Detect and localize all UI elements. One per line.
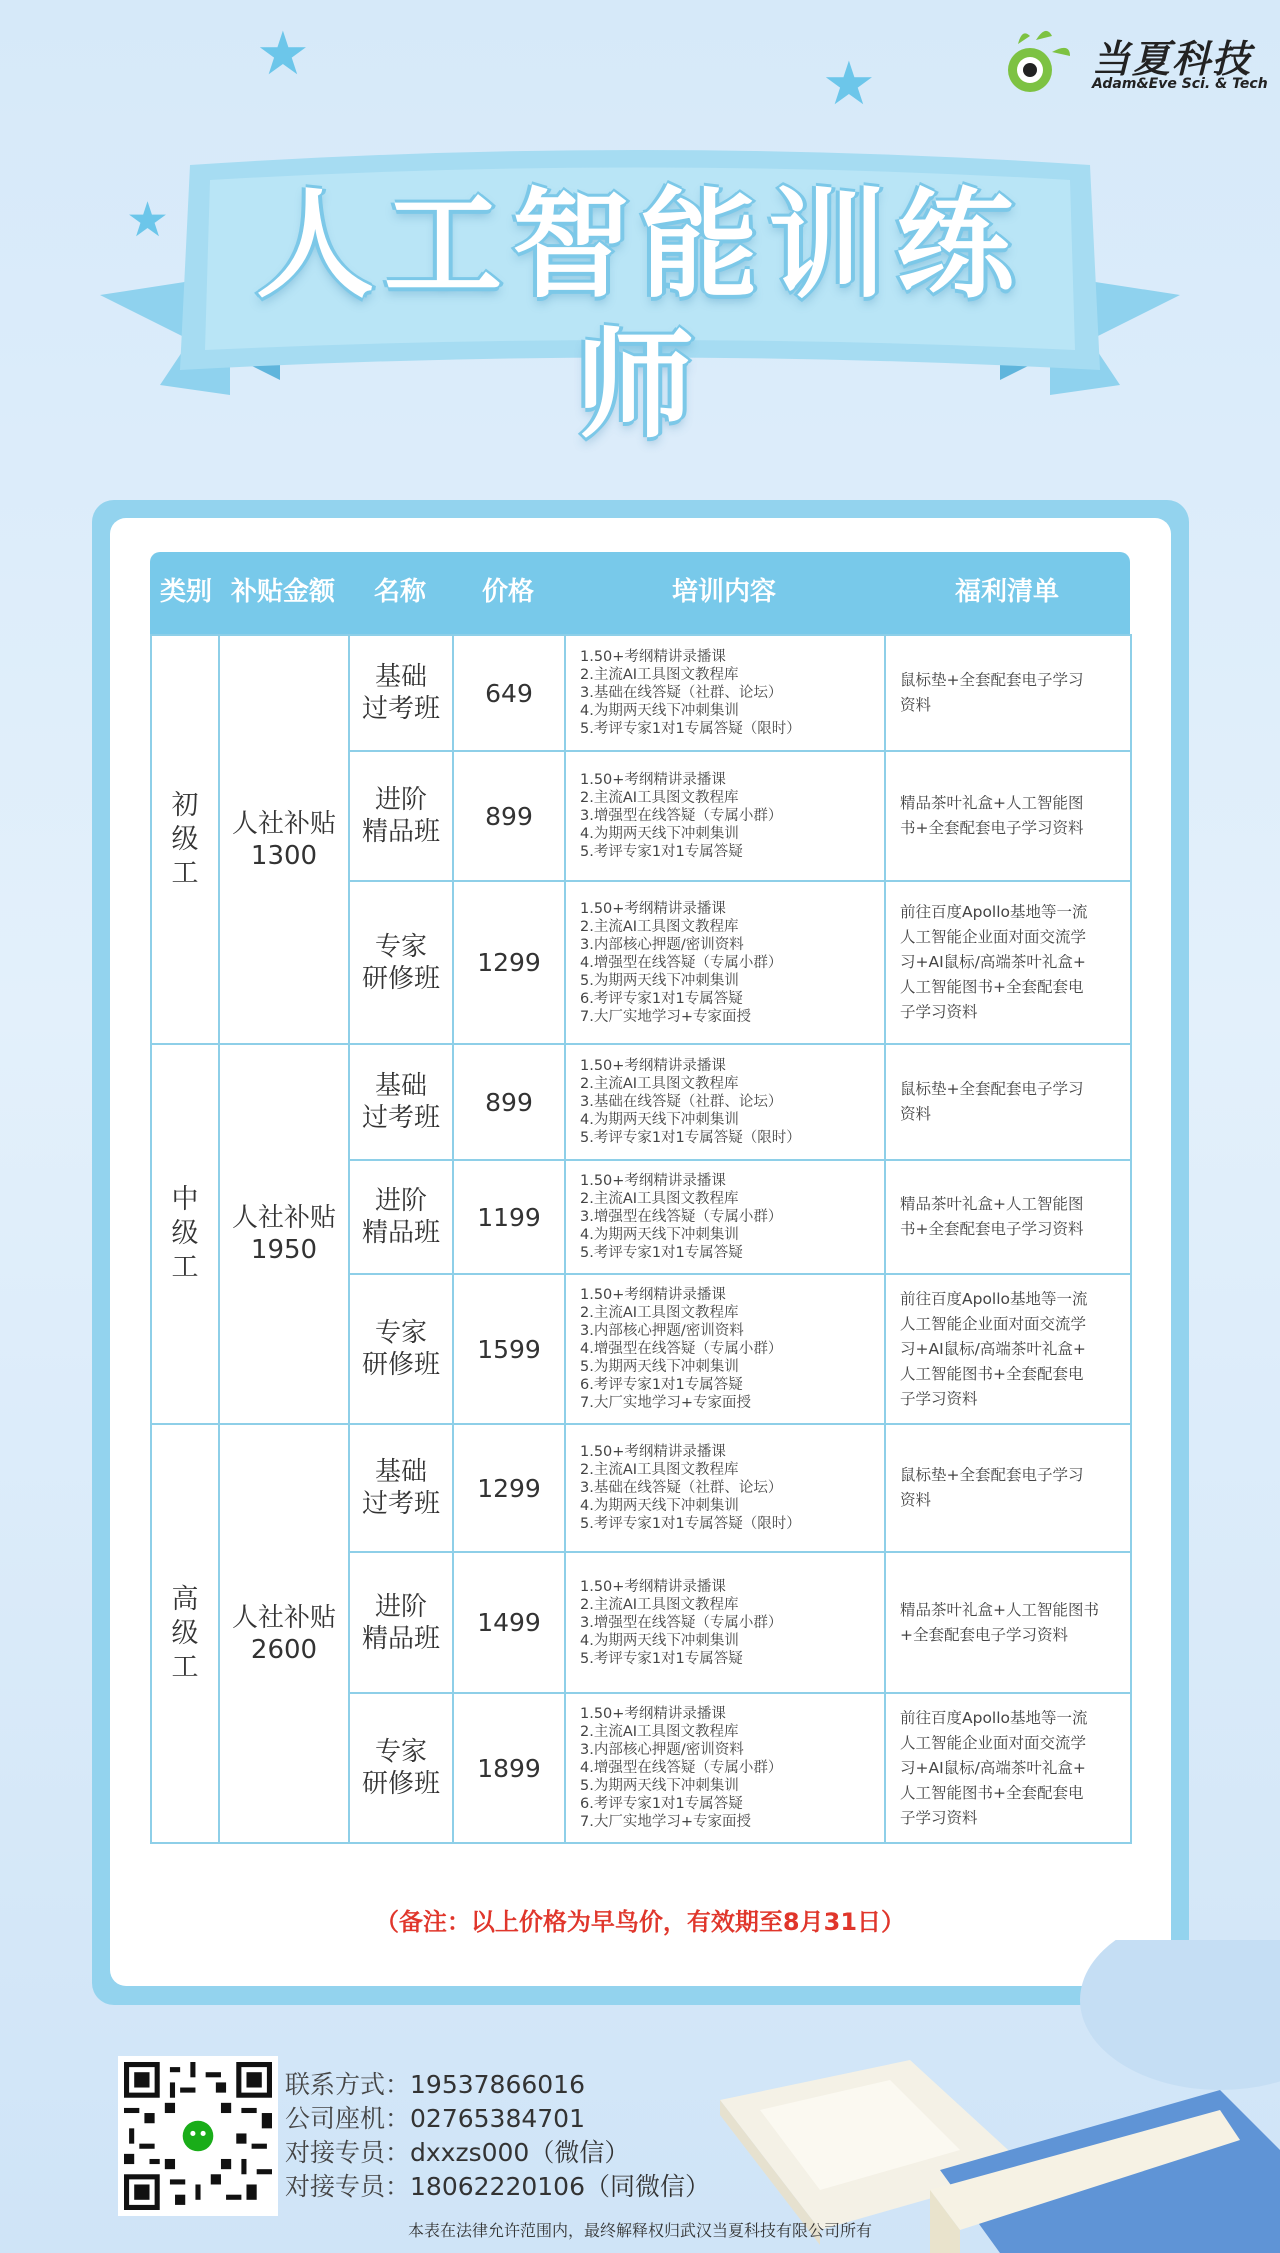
content-item: 1.50+考纲精讲录播课 bbox=[580, 900, 726, 917]
content-item: 3.内部核心押题/密训资料 bbox=[580, 936, 744, 953]
content-item: 3.基础在线答疑（社群、论坛） bbox=[580, 685, 783, 701]
content-item: 5.考评专家1对1专属答疑 bbox=[580, 844, 743, 860]
content-item: 4.为期两天线下冲刺集训 bbox=[580, 1227, 739, 1243]
content-item: 5.考评专家1对1专属答疑 bbox=[580, 1245, 743, 1261]
content-item: 2.主流AI工具图文教程库 bbox=[580, 1462, 739, 1478]
content-item: 5.为期两天线下冲刺集训 bbox=[580, 1778, 739, 1794]
training-content-cell bbox=[565, 1160, 885, 1274]
contact-landline: 公司座机：02765384701 bbox=[285, 2104, 585, 2133]
content-item: 5.为期两天线下冲刺集训 bbox=[580, 1359, 739, 1375]
course-name-cell: 基础 过考班 bbox=[349, 1424, 453, 1552]
content-item: 1.50+考纲精讲录播课 bbox=[580, 649, 726, 665]
price-cell: 1899 bbox=[453, 1693, 565, 1843]
content-item: 6.考评专家1对1专属答疑 bbox=[580, 1377, 743, 1393]
contact-mobile: 对接专员：18062220106（同微信） bbox=[285, 2172, 710, 2201]
content-item: 7.大厂实地学习+专家面授 bbox=[580, 1814, 751, 1830]
content-item: 7.大厂实地学习+专家面授 bbox=[580, 1008, 751, 1025]
content-item: 2.主流AI工具图文教程库 bbox=[580, 790, 739, 806]
content-item: 3.增强型在线答疑（专属小群） bbox=[580, 1209, 783, 1225]
content-item: 3.基础在线答疑（社群、论坛） bbox=[580, 1480, 783, 1496]
table-row bbox=[151, 1044, 1131, 1160]
category-cell: 中级工 bbox=[151, 1044, 219, 1424]
content-item: 3.基础在线答疑（社群、论坛） bbox=[580, 1094, 783, 1110]
content-item: 1.50+考纲精讲录播课 bbox=[580, 1058, 726, 1074]
content-item: 1.50+考纲精讲录播课 bbox=[580, 1706, 726, 1722]
price-cell: 1599 bbox=[453, 1274, 565, 1424]
course-name-cell: 专家 研修班 bbox=[349, 1274, 453, 1424]
content-item: 3.增强型在线答疑（专属小群） bbox=[580, 1614, 783, 1631]
training-content-cell bbox=[565, 1424, 885, 1552]
content-item: 2.主流AI工具图文教程库 bbox=[580, 918, 739, 935]
training-content-cell bbox=[565, 1693, 885, 1843]
course-name-cell: 专家 研修班 bbox=[349, 881, 453, 1044]
header-price: 价格 bbox=[481, 577, 534, 607]
course-name-cell: 进阶 精品班 bbox=[349, 751, 453, 881]
brand-name: 当夏科技 bbox=[1092, 37, 1253, 81]
content-item: 4.为期两天线下冲刺集训 bbox=[580, 1632, 739, 1649]
subsidy-amount: 1950 bbox=[250, 1235, 318, 1265]
early-bird-note: （备注：以上价格为早鸟价，有效期至8月31日） bbox=[374, 1908, 906, 1936]
welfare-cell: 精品茶叶礼盒+人工智能图 书+全套配套电子学习资料 bbox=[885, 1160, 1131, 1274]
header-category: 类别 bbox=[159, 577, 212, 607]
content-item: 5.考评专家1对1专属答疑（限时） bbox=[580, 1130, 801, 1146]
brand-logo bbox=[1000, 22, 1268, 102]
content-item: 3.增强型在线答疑（专属小群） bbox=[580, 808, 783, 824]
welfare-cell: 鼠标垫+全套配套电子学习 资料 bbox=[885, 635, 1131, 751]
header-name: 名称 bbox=[373, 577, 426, 607]
table-row bbox=[151, 635, 1131, 751]
content-item: 7.大厂实地学习+专家面授 bbox=[580, 1395, 751, 1411]
welfare-cell: 鼠标垫+全套配套电子学习 资料 bbox=[885, 1424, 1131, 1552]
content-item: 4.为期两天线下冲刺集训 bbox=[580, 1112, 739, 1128]
books-illustration bbox=[700, 1940, 1280, 2253]
subsidy-label: 人社补贴 bbox=[231, 1602, 336, 1633]
content-item: 5.考评专家1对1专属答疑（限时） bbox=[580, 1516, 801, 1532]
content-item: 2.主流AI工具图文教程库 bbox=[580, 1191, 739, 1207]
content-item: 1.50+考纲精讲录播课 bbox=[580, 1578, 726, 1595]
content-item: 5.考评专家1对1专属答疑（限时） bbox=[580, 721, 801, 737]
content-item: 3.内部核心押题/密训资料 bbox=[580, 1323, 744, 1339]
star-icon: ★ bbox=[126, 192, 170, 248]
table-row bbox=[151, 1424, 1131, 1552]
course-name-cell: 进阶 精品班 bbox=[349, 1552, 453, 1693]
content-item: 4.增强型在线答疑（专属小群） bbox=[580, 1341, 783, 1357]
price-cell: 649 bbox=[453, 635, 565, 751]
price-cell: 899 bbox=[453, 1044, 565, 1160]
content-item: 4.增强型在线答疑（专属小群） bbox=[580, 954, 783, 971]
header-content: 培训内容 bbox=[671, 577, 776, 607]
training-content-cell bbox=[565, 1552, 885, 1693]
price-cell: 899 bbox=[453, 751, 565, 881]
welfare-cell: 精品茶叶礼盒+人工智能图 书+全套配套电子学习资料 bbox=[885, 751, 1131, 881]
page-title: 人工智能训练师 bbox=[255, 176, 1024, 454]
contact-wechat: 对接专员：dxxzs000（微信） bbox=[285, 2138, 630, 2167]
training-content-cell bbox=[565, 1044, 885, 1160]
content-item: 6.考评专家1对1专属答疑 bbox=[580, 990, 743, 1007]
content-item: 5.为期两天线下冲刺集训 bbox=[580, 972, 739, 989]
training-content-cell bbox=[565, 751, 885, 881]
course-name-cell: 基础 过考班 bbox=[349, 635, 453, 751]
training-content-cell bbox=[565, 1274, 885, 1424]
welfare-cell: 鼠标垫+全套配套电子学习 资料 bbox=[885, 1044, 1131, 1160]
content-item: 2.主流AI工具图文教程库 bbox=[580, 667, 739, 683]
star-icon: ★ bbox=[822, 49, 876, 119]
welfare-cell: 前往百度Apollo基地等一流 人工智能企业面对面交流学 习+AI鼠标/高端茶叶礼盒+ 人工智能图书+全套配套电 子学习资料 bbox=[885, 881, 1131, 1044]
footer-disclaimer: 本表在法律允许范围内，最终解释权归武汉当夏科技有限公司所有 bbox=[407, 2221, 872, 2240]
subsidy-cell bbox=[219, 1044, 349, 1424]
content-item: 4.为期两天线下冲刺集训 bbox=[580, 703, 739, 719]
course-name-cell: 专家 研修班 bbox=[349, 1693, 453, 1843]
content-item: 1.50+考纲精讲录播课 bbox=[580, 1173, 726, 1189]
content-item: 5.考评专家1对1专属答疑 bbox=[580, 1650, 743, 1667]
qr-code[interactable] bbox=[118, 2056, 278, 2216]
price-cell: 1299 bbox=[453, 1424, 565, 1552]
course-name-cell: 基础 过考班 bbox=[349, 1044, 453, 1160]
welfare-cell: 精品茶叶礼盒+人工智能图书 +全套配套电子学习资料 bbox=[885, 1552, 1131, 1693]
course-name-cell: 进阶 精品班 bbox=[349, 1160, 453, 1274]
subsidy-cell bbox=[219, 1424, 349, 1843]
welfare-cell: 前往百度Apollo基地等一流 人工智能企业面对面交流学 习+AI鼠标/高端茶叶礼盒+ 人工智能图书+全套配套电 子学习资料 bbox=[885, 1274, 1131, 1424]
subsidy-label: 人社补贴 bbox=[231, 1203, 336, 1233]
content-item: 1.50+考纲精讲录播课 bbox=[580, 772, 726, 788]
content-item: 2.主流AI工具图文教程库 bbox=[580, 1305, 739, 1321]
category-cell: 高级工 bbox=[151, 1424, 219, 1843]
contact-info bbox=[285, 2068, 710, 2204]
header-subsidy: 补贴金额 bbox=[230, 577, 335, 607]
content-item: 2.主流AI工具图文教程库 bbox=[580, 1724, 739, 1740]
contact-phone: 联系方式：19537866016 bbox=[285, 2070, 585, 2099]
price-cell: 1499 bbox=[453, 1552, 565, 1693]
content-item: 3.内部核心押题/密训资料 bbox=[580, 1742, 744, 1758]
content-item: 2.主流AI工具图文教程库 bbox=[580, 1076, 739, 1092]
content-item: 1.50+考纲精讲录播课 bbox=[580, 1287, 726, 1303]
content-item: 4.增强型在线答疑（专属小群） bbox=[580, 1760, 783, 1776]
pricing-table bbox=[150, 634, 1132, 1844]
qr-code-icon bbox=[124, 2062, 272, 2210]
training-content-cell bbox=[565, 635, 885, 751]
price-cell: 1299 bbox=[453, 881, 565, 1044]
content-item: 4.为期两天线下冲刺集训 bbox=[580, 826, 739, 842]
price-cell: 1199 bbox=[453, 1160, 565, 1274]
subsidy-amount: 2600 bbox=[250, 1634, 318, 1665]
welfare-cell: 前往百度Apollo基地等一流 人工智能企业面对面交流学 习+AI鼠标/高端茶叶礼盒+ 人工智能图书+全套配套电 子学习资料 bbox=[885, 1693, 1131, 1843]
category-cell: 初级工 bbox=[151, 635, 219, 1044]
logo-icon bbox=[1000, 22, 1076, 98]
subsidy-label: 人社补贴 bbox=[231, 808, 336, 839]
content-item: 1.50+考纲精讲录播课 bbox=[580, 1444, 726, 1460]
header-welfare: 福利清单 bbox=[954, 577, 1059, 607]
training-content-cell bbox=[565, 881, 885, 1044]
subsidy-cell bbox=[219, 635, 349, 1044]
star-icon: ★ bbox=[256, 19, 310, 89]
brand-subtitle: Adam&Eve Sci. & Tech bbox=[1092, 76, 1268, 92]
content-item: 4.为期两天线下冲刺集训 bbox=[580, 1498, 739, 1514]
content-item: 6.考评专家1对1专属答疑 bbox=[580, 1796, 743, 1812]
content-item: 2.主流AI工具图文教程库 bbox=[580, 1596, 739, 1613]
subsidy-amount: 1300 bbox=[250, 840, 318, 871]
